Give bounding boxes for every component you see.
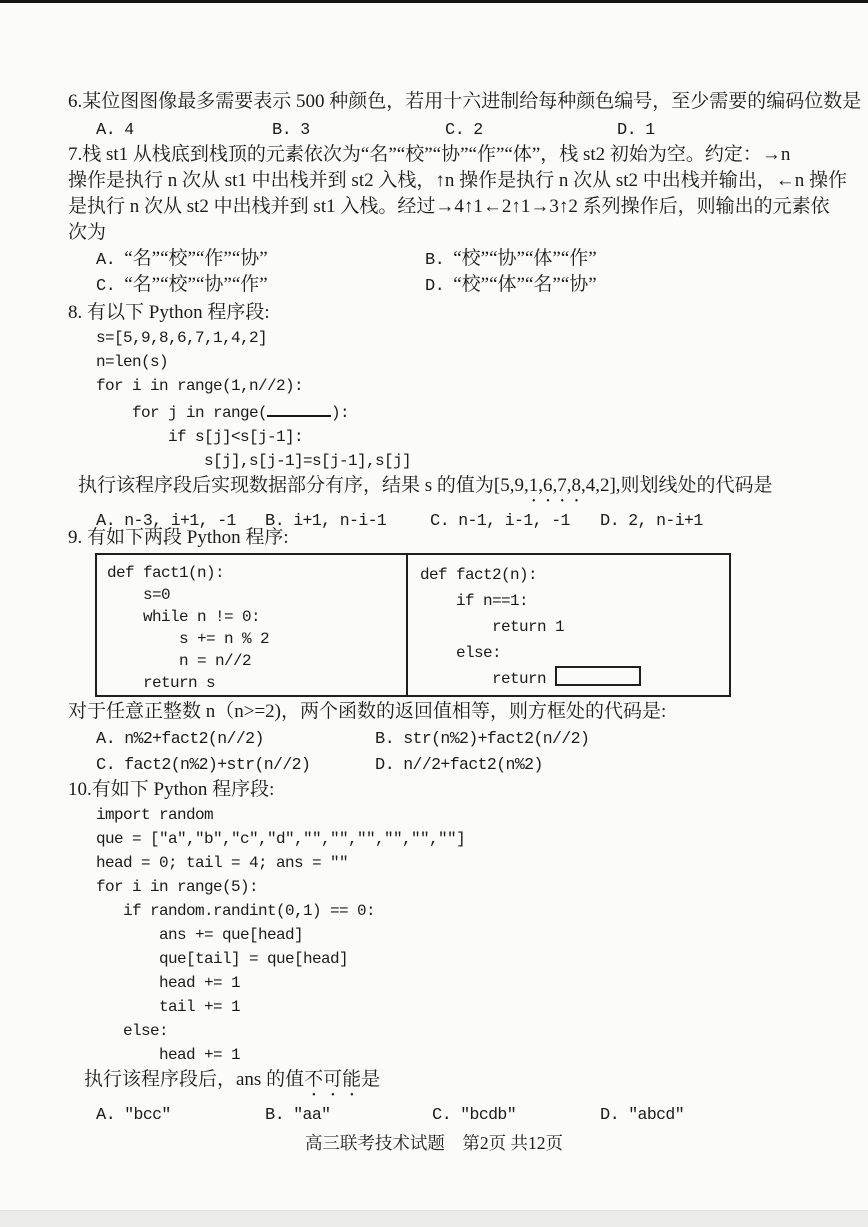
code-line: def fact1(n): <box>107 564 225 582</box>
question-text: 次为 <box>68 222 107 243</box>
q7-option-d: D. “校”“体”“名”“协” <box>425 274 597 296</box>
q7-option-b: B. “校”“协”“体”“作” <box>425 248 597 270</box>
code-line: if n==1: <box>420 592 529 610</box>
q6-options <box>68 115 828 142</box>
q9-option-d: D. n//2+fact2(n%2) <box>375 755 543 775</box>
q8-option-c: C. n-1, i-1, -1 <box>430 511 570 531</box>
q9-options-row-2 <box>68 751 828 777</box>
page-footer: 高三联考技术试题 第2页 共12页 <box>304 1133 564 1153</box>
code-line: s=[5,9,8,6,7,1,4,2] <box>96 329 268 347</box>
question-title: 8. 有以下 Python 程序段: <box>68 302 270 323</box>
code-line: import random <box>96 806 214 824</box>
code-line: if random.randint(0,1) == 0: <box>96 902 376 920</box>
question-9 <box>68 524 828 777</box>
question-text: 是执行 n 次从 st2 中出栈并到 st1 入栈。经过→4↑1←2↑1→3↑2 系列操作后，则输出的元素依 <box>68 196 830 217</box>
code-line: return s <box>107 674 216 692</box>
code-line: s += n % 2 <box>107 630 270 648</box>
code-line: def fact2(n): <box>420 566 538 584</box>
question-text: 操作是执行 n 次从 st1 中出栈并到 st2 入栈，↑n 操作是执行 n 次从 st2 中出栈并输出，←n 操作 <box>68 170 848 191</box>
q6-option-b: B. 3 <box>272 120 310 140</box>
q7-options-row-2 <box>68 272 828 298</box>
code-line: n=len(s) <box>96 353 169 371</box>
code-line-with-blank: for j in range( ): <box>96 398 828 425</box>
code-line-with-box: return <box>420 666 729 692</box>
question-text: 7.栈 st1 从栈底到栈顶的元素依次为“名”“校”“协”“作”“体”，栈 st2 初始为空。约定：→n <box>68 144 791 165</box>
question-8 <box>68 299 828 533</box>
q10-options <box>68 1101 828 1127</box>
code-line: while n != 0: <box>107 608 261 626</box>
code-line: s=0 <box>107 586 171 604</box>
question-text: 执行该程序段后，ans 的值不可能是 <box>84 1069 381 1090</box>
code-line: tail += 1 <box>96 998 241 1016</box>
code-line: n = n//2 <box>107 652 252 670</box>
q10-option-d: D. "abcd" <box>600 1105 685 1125</box>
q8-option-b: B. i+1, n-i-1 <box>265 511 387 531</box>
q7-option-c: C. “名”“校”“协”“作” <box>96 274 268 296</box>
scan-edge-top <box>0 0 868 3</box>
code-line: for i in range(5): <box>96 878 259 896</box>
q7-option-a: A. “名”“校”“作”“协” <box>96 248 268 270</box>
q6-option-d: D. 1 <box>617 120 655 140</box>
q9-option-c: C. fact2(n%2)+str(n//2) <box>96 755 311 775</box>
q7-options-row-1 <box>68 246 828 272</box>
code-line: head += 1 <box>96 974 241 992</box>
answer-blank-underline <box>267 398 331 417</box>
question-title: 9. 有如下两段 Python 程序: <box>68 527 289 548</box>
code-line: else: <box>96 1022 169 1040</box>
q9-option-b: B. str(n%2)+fact2(n//2) <box>375 729 590 749</box>
code-cell-fact1 <box>97 555 408 695</box>
question-7 <box>68 142 848 298</box>
code-line: else: <box>420 644 502 662</box>
q8-option-a: A. n-3, i+1, -1 <box>96 511 236 531</box>
q8-option-d: D. 2, n-i+1 <box>600 511 703 531</box>
code-line: head = 0; tail = 4; ans = "" <box>96 854 349 872</box>
q9-options-row-1 <box>68 725 828 751</box>
code-line: ans += que[head] <box>96 926 304 944</box>
q10-option-b: B. "aa" <box>265 1105 331 1125</box>
code-cell-fact2 <box>408 555 729 695</box>
q6-option-c: C. 2 <box>445 120 483 140</box>
code-line: que = ["a","b","c","d","","","","","",""] <box>96 830 466 848</box>
question-title: 10.有如下 Python 程序段: <box>68 779 275 800</box>
answer-blank-box <box>555 666 641 686</box>
code-line: s[j],s[j-1]=s[j-1],s[j] <box>96 452 412 470</box>
code-line: return 1 <box>420 618 565 636</box>
question-6 <box>68 88 862 142</box>
scan-edge-bottom <box>0 1210 868 1227</box>
code-comparison-table <box>95 553 731 697</box>
question-text: 执行该程序段后实现数据部分有序，结果 s 的值为[5,9,1,6,7,8,4,2],则划线处的代码是 <box>78 475 773 496</box>
q9-option-a: A. n%2+fact2(n//2) <box>96 729 264 749</box>
question-text: 6.某位图图像最多需要表示 500 种颜色，若用十六进制给每种颜色编号，至少需要的编码位数是 <box>68 91 862 112</box>
question-text: 对于任意正整数 n（n>=2)，两个函数的返回值相等，则方框处的代码是: <box>68 701 667 722</box>
q6-option-a: A. 4 <box>96 120 134 140</box>
code-line: head += 1 <box>96 1046 241 1064</box>
question-10 <box>68 776 828 1127</box>
code-line: if s[j]<s[j-1]: <box>96 428 304 446</box>
code-line: que[tail] = que[head] <box>96 950 349 968</box>
q10-option-c: C. "bcdb" <box>432 1105 517 1125</box>
code-line: for i in range(1,n//2): <box>96 377 304 395</box>
q10-option-a: A. "bcc" <box>96 1105 171 1125</box>
